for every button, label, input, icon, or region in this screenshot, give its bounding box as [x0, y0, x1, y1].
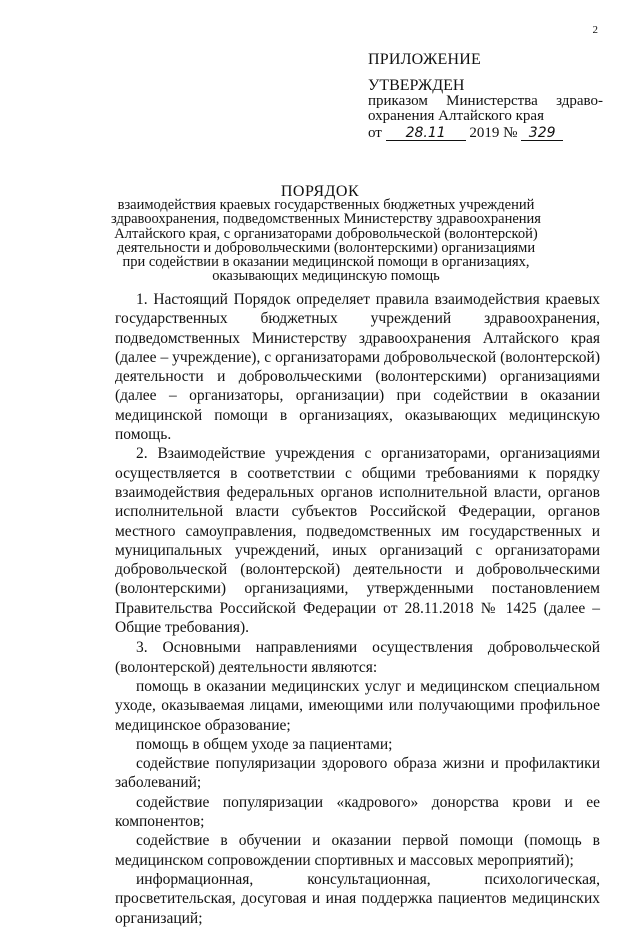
- appendix-title: ПРИЛОЖЕНИЕ: [368, 51, 482, 68]
- document-body: [115, 290, 600, 928]
- paragraph-3: 3. Основными направлениями осуществления добровольческой (волонтерской) деятельности являются:: [115, 639, 600, 676]
- document-title: ПОРЯДОК: [280, 183, 360, 200]
- order-date-line: [368, 126, 603, 141]
- appendix-block: [368, 52, 603, 141]
- list-item: содействие популяризации «кадрового» донорства крови и ее компонентов;: [115, 793, 600, 831]
- order-line-2: охранения Алтайского края: [368, 108, 544, 124]
- date-prefix: от: [368, 125, 382, 141]
- page-number: 2: [592, 24, 598, 36]
- handwritten-date: 28.11: [386, 126, 466, 141]
- list-item: помощь в общем уходе за пациентами;: [136, 735, 393, 753]
- date-year: 2019 №: [469, 125, 518, 141]
- list-item: информационная, консультационная, психологическая, просветительская, досуговая и иная поддержка пациентов медицинских организаций;: [115, 870, 600, 927]
- order-line-1: приказом Министерства здраво-: [368, 93, 603, 109]
- list-item: содействие популяризации здорового образа жизни и профилактики заболеваний;: [115, 755, 600, 792]
- approved-label: УТВЕРЖДЕН: [368, 77, 465, 94]
- handwritten-order-number: 329: [521, 126, 563, 141]
- paragraph-2: 2. Взаимодействие учреждения с организаторами, организациями осуществляется в соответствии с общими требованиями к порядку взаимодействия федеральных органов исполнительной власти, органов исполнительной власти субъектов Российской Федерации, органов местного самоуправления, подведомственных им государственных и муниципальных учреждений, иных организаций с организаторами добровольческой (волонтерской) деятельности и добровольческими (волонтерскими) организациями, утвержденными постановлением Правительства Российской Федерации от 28.11.2018 № 1425 (далее – Общие требования).: [115, 445, 600, 637]
- paragraph-1: 1. Настоящий Порядок определяет правила взаимодействия краевых государственных бюджетных учреждений здравоохранения, подведомственных Министерству здравоохранения Алтайского края (далее – учреждение), с организаторами добровольческой (волонтерской) деятельности и добровольческими (волонтерскими) организациями (далее – организаторы, организации) при содействии в оказании медицинской помощи в организациях, оказывающих медицинскую помощь.: [115, 291, 600, 444]
- list-item: помощь в оказании медицинских услуг и медицинском специальном уходе, оказываемая лицами, имеющими или получающими профильное медицинское образование;: [115, 677, 600, 734]
- list-item: содействие в обучении и оказании первой помощи (помощь в медицинском сопровождении спортивных и массовых мероприятий);: [115, 832, 600, 869]
- document-subtitle: взаимодействия краевых государственных бюджетных учреждений здравоохранения, подведомственных Министерству здравоохранения Алтайского края, с организаторами добровольческой (волонтерской) деятельности и добровольческими (волонтерскими) организациями при содействии в оказании медицинской помощи в организациях, оказывающих медицинскую помощь: [111, 197, 541, 285]
